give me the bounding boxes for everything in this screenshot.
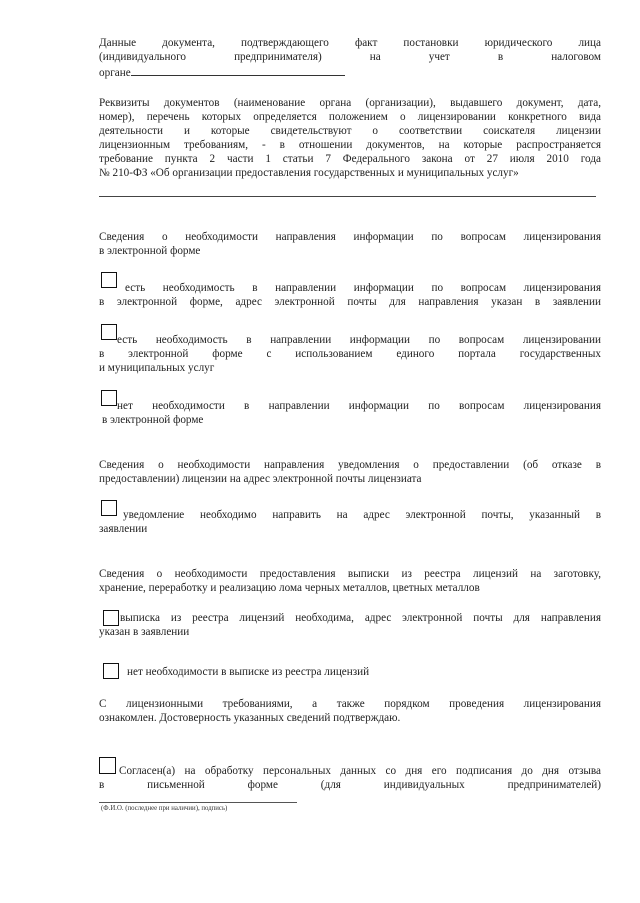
electronic-option-portal-line-2: в электронной форме с использованием единого портала государственных <box>99 348 601 360</box>
consent-block <box>99 764 601 792</box>
registry-extract-heading-line-1: Сведения о необходимости предоставления выписки из реестра лицензий на заготовку, <box>99 568 601 580</box>
requisites-line-1: Реквизиты документов (наименование органа (организации), выдавшего документ, дата, <box>99 97 601 109</box>
registry-extract-needed-line-1: выписка из реестра лицензий необходима, адрес электронной почты для направления <box>120 612 601 624</box>
notification-option-line-2: заявлении <box>99 523 148 535</box>
electronic-option-portal-line-3: и муниципальных услуг <box>99 362 215 374</box>
registry-extract-not-needed <box>127 665 369 679</box>
electronic-option-email-line-2: в электронной форме, адрес электронной почты для направления указан в заявлении <box>99 296 601 308</box>
signature-caption: (Ф.И.О. (последнее при наличии), подпись) <box>101 805 228 812</box>
electronic-option-email <box>99 281 601 309</box>
requisites-input-line[interactable] <box>99 196 596 197</box>
registry-extract-heading <box>99 567 601 595</box>
tax-registration-block <box>99 36 601 80</box>
tax-authority-field[interactable] <box>131 64 345 76</box>
electronic-option-email-line-1: есть необходимость в направлении информации по вопросам лицензирования <box>125 282 601 294</box>
electronic-option-portal <box>99 333 601 375</box>
tax-registration-line-2: (индивидуального предпринимателя) на учет в налоговом <box>99 51 601 63</box>
consent-line-1: Согласен(а) на обработку персональных данных со дня его подписания до дня отзыва <box>119 765 601 777</box>
registry-extract-not-needed-line-1: нет необходимости в выписке из реестра лицензий <box>127 666 370 678</box>
document-requisites-block <box>99 96 601 180</box>
registry-extract-needed <box>99 611 601 639</box>
notification-heading-line-2: предоставлении) лицензии на адрес электронной почты лицензиата <box>99 473 422 485</box>
acknowledgement-line-1: С лицензионными требованиями, а также порядком проведения лицензирования <box>99 698 601 710</box>
registry-extract-not-needed-checkbox[interactable] <box>103 663 119 679</box>
tax-authority-label: органе <box>99 67 131 79</box>
acknowledgement-block <box>99 697 601 725</box>
requisites-line-2: номер), перечень которых определяется положением о лицензировании конкретного вида <box>99 111 601 123</box>
requisites-line-4: лицензионным требованиям, - в отношении документов, на которые распространяется <box>99 139 601 151</box>
tax-registration-line-1: Данные документа, подтверждающего факт постановки юридического лица <box>99 37 601 49</box>
consent-line-2: в письменной форме (для индивидуальных предпринимателей) <box>99 779 601 791</box>
electronic-option-none <box>99 399 601 427</box>
registry-extract-needed-line-2: указан в заявлении <box>99 626 190 638</box>
electronic-info-heading <box>99 230 601 258</box>
signature-line[interactable] <box>99 802 297 803</box>
tax-registration-line-3 <box>99 64 601 80</box>
electronic-option-portal-line-1: есть необходимость в направлении информации по вопросам лицензировании <box>117 334 601 346</box>
notification-heading-line-1: Сведения о необходимости направления уведомления о предоставлении (об отказе в <box>99 459 601 471</box>
notification-option-line-1: уведомление необходимо направить на адрес электронной почты, указанный в <box>123 509 601 521</box>
requisites-line-5: требование пункта 2 части 1 статьи 7 Федерального закона от 27 июля 2010 года <box>99 153 601 165</box>
requisites-line-6: № 210-ФЗ «Об организации предоставления государственных и муниципальных услуг» <box>99 167 519 179</box>
electronic-option-none-line-1: нет необходимости в направлении информации по вопросам лицензирования <box>117 400 601 412</box>
registry-extract-heading-line-2: хранение, переработку и реализацию лома черных металлов, цветных металлов <box>99 582 480 594</box>
electronic-info-heading-line-2: в электронной форме <box>99 245 201 257</box>
electronic-info-heading-line-1: Сведения о необходимости направления информации по вопросам лицензирования <box>99 231 601 243</box>
requisites-line-3: деятельности и которые свидетельствуют о соответствии соискателя лицензии <box>99 125 601 137</box>
notification-option <box>99 508 601 536</box>
electronic-option-none-line-2: в электронной форме <box>102 414 204 426</box>
notification-heading <box>99 458 601 486</box>
acknowledgement-line-2: ознакомлен. Достоверность указанных сведений подтверждаю. <box>99 712 401 724</box>
